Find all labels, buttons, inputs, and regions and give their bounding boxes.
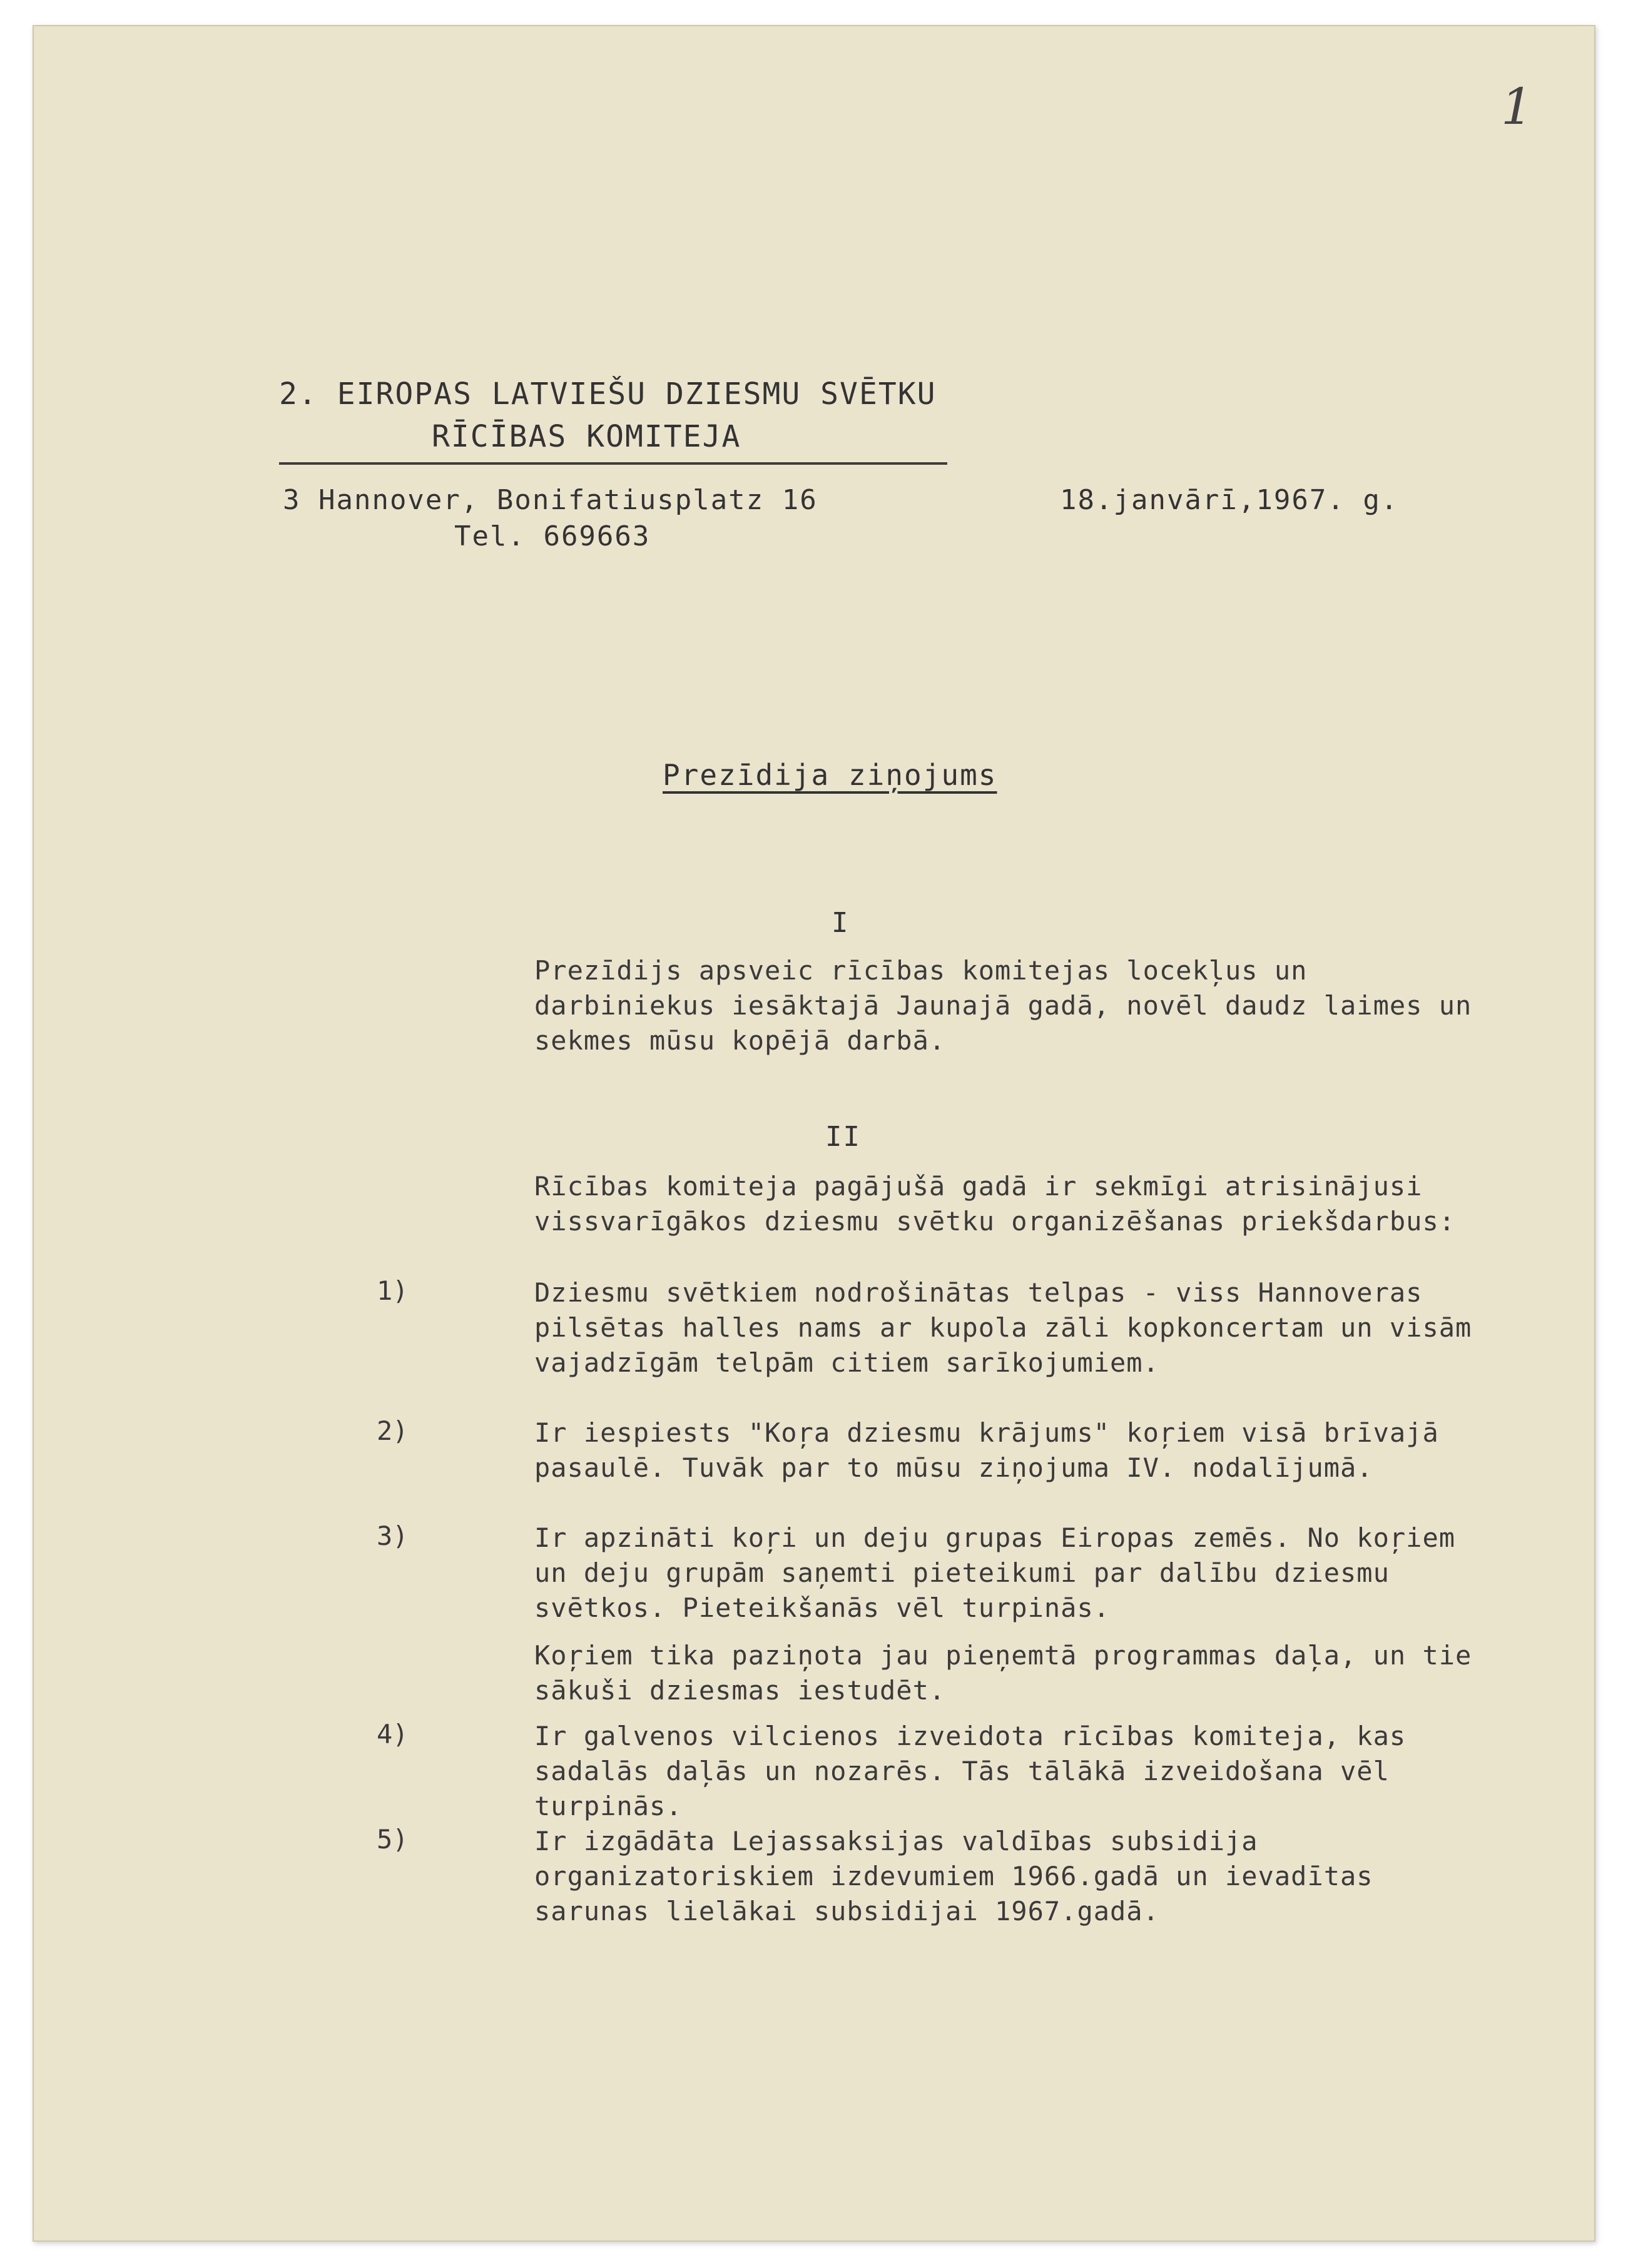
telephone: Tel. 669663 xyxy=(454,520,651,552)
address: 3 Hannover, Bonifatiusplatz 16 xyxy=(283,484,818,516)
header-rule xyxy=(279,462,947,465)
list-item-number: 5) xyxy=(377,1824,409,1855)
list-item-text: Ir galvenos vilcienos izveidota rīcības komiteja, kas sadalās daļās un nozarēs. Tās tālākā izveidošana vēl turpinās. xyxy=(534,1721,1407,1821)
section-number-ii: II xyxy=(825,1121,861,1153)
list-item-number: 3) xyxy=(377,1521,409,1551)
section-number-i: I xyxy=(832,907,850,939)
list-item-text: Dziesmu svētkiem nodrošinātas telpas - viss Hannoveras pilsētas halles nams ar kupola zāli kopkoncertam un visām vajadzīgām telpām citiem sarīkojumiem. xyxy=(534,1277,1472,1378)
list-item-text: Ir iespiests "Koŗa dziesmu krājums" koŗiem visā brīvajā pasaulē. Tuvāk par to mūsu ziņojuma IV. nodalījumā. xyxy=(534,1417,1439,1483)
list-item-number: 2) xyxy=(377,1415,409,1446)
section-ii-paragraph xyxy=(365,1169,1498,1239)
section-i-text: Prezīdijs apsveic rīcības komitejas locekļus un darbiniekus iesāktajā Jaunajā gadā, novēl daudz laimes un sekmes mūsu kopējā darbā. xyxy=(534,955,1472,1056)
committee-name: RĪCĪBAS KOMITEJA xyxy=(432,419,741,454)
list-item-continuation: Koŗiem tika paziņota jau pieņemtā programmas daļa, un tie sākuši dziesmas iestudēt. xyxy=(534,1640,1472,1706)
document-page xyxy=(33,25,1595,2242)
document-date: 18.janvārī,1967. g. xyxy=(1060,484,1399,516)
list-item-text: Ir izgādāta Lejassaksijas valdības subsidija organizatoriskiem izdevumiem 1966.gadā un ievadītas sarunas lielākai subsidijai 1967.gadā. xyxy=(534,1826,1373,1926)
section-ii-intro: Rīcības komiteja pagājušā gadā ir sekmīgi atrisinājusi vissvarīgākos dziesmu svētku organizēšanas priekšdarbus: xyxy=(534,1171,1456,1237)
page-number: 1 xyxy=(1501,78,1533,136)
section-i-paragraph xyxy=(365,953,1498,1058)
list-item-text: Ir apzināti koŗi un deju grupas Eiropas zemēs. No koŗiem un deju grupām saņemti pieteikumi par dalību dziesmu svētkos. Pieteikšanās vēl turpinās. xyxy=(534,1522,1456,1623)
list-item-number: 4) xyxy=(377,1719,409,1749)
document-title: Prezīdija ziņojums xyxy=(663,758,997,792)
organization-name: 2. EIROPAS LATVIEŠU DZIESMU SVĒTKU xyxy=(279,377,937,412)
list-item-number: 1) xyxy=(377,1275,409,1306)
